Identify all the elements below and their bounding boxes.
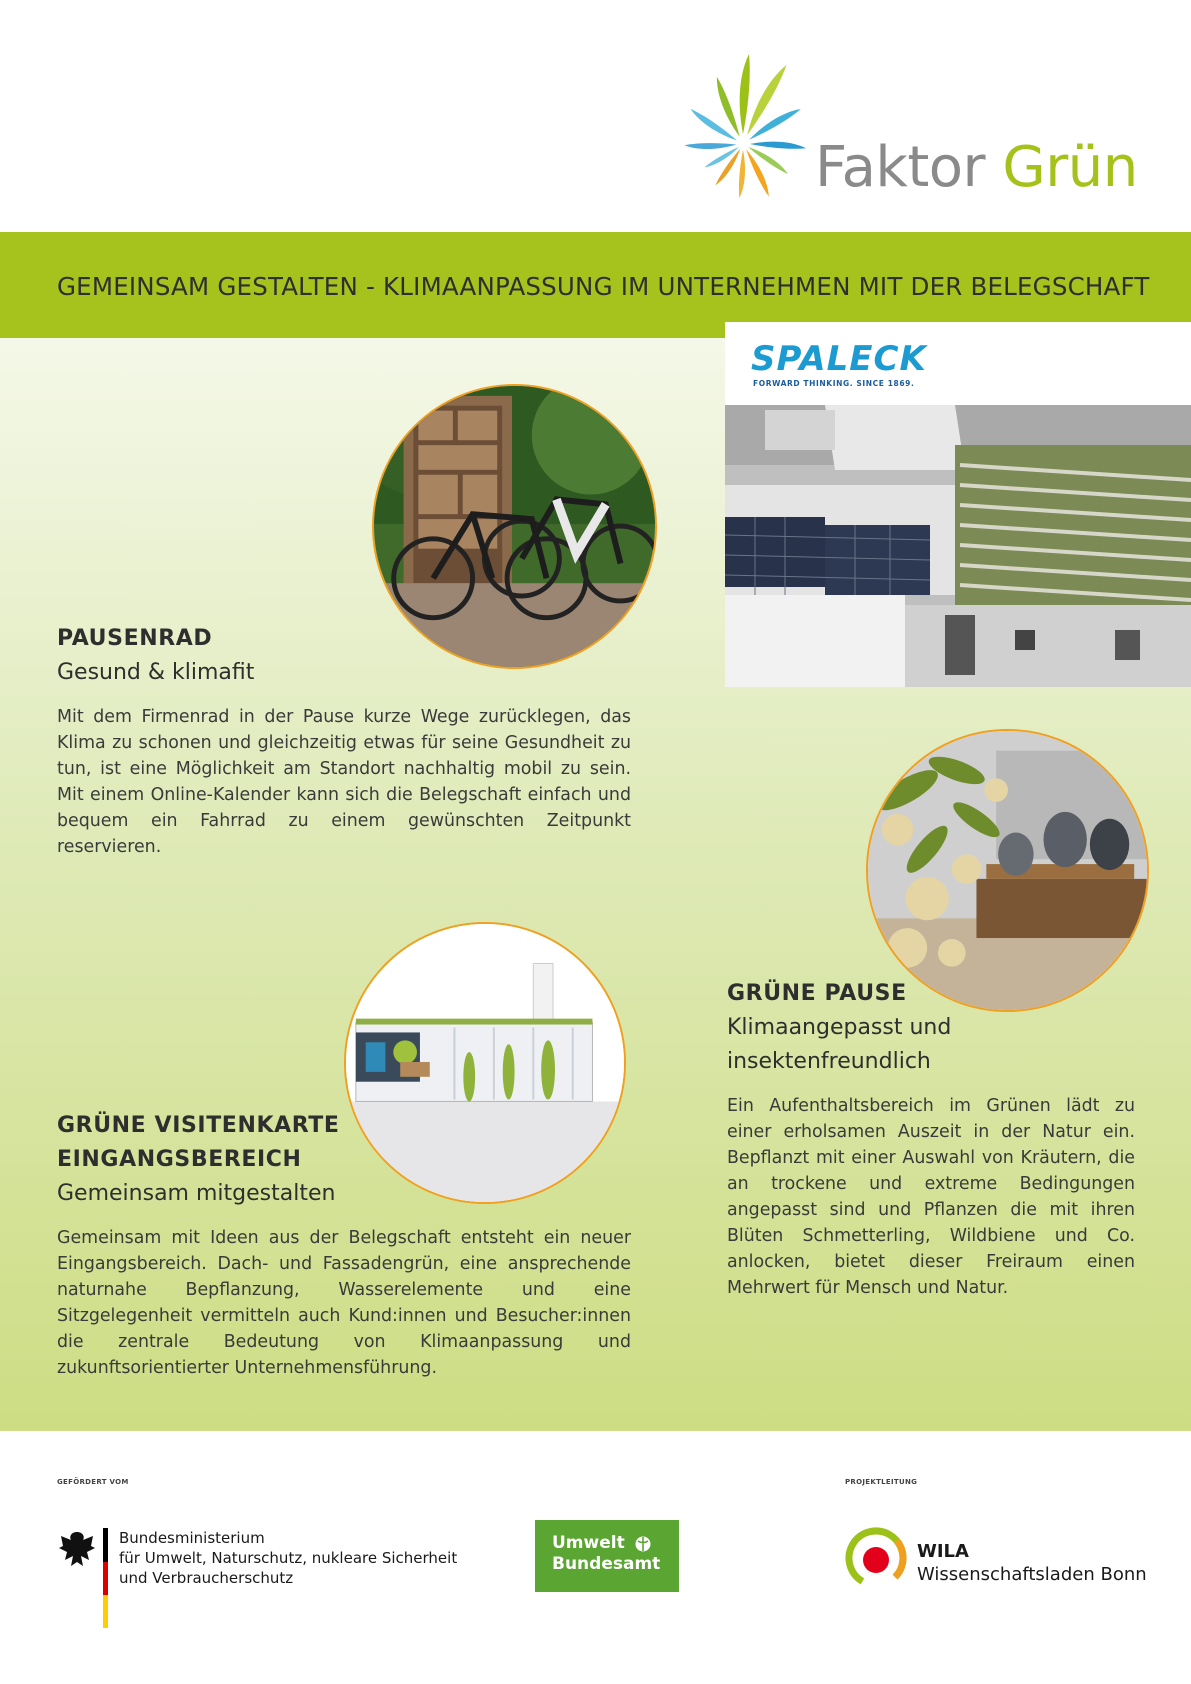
- uba-line: Bundesamt: [552, 1554, 661, 1574]
- wila-logo: [845, 1527, 1145, 1597]
- federal-eagle-icon: [57, 1528, 97, 1570]
- project-lead-label: PROJEKTLEITUNG: [845, 1478, 918, 1486]
- faktor-gruen-burst-logo: [675, 52, 810, 212]
- wila-name: WILA: [917, 1541, 969, 1562]
- spaleck-logo: [751, 339, 927, 388]
- section-gruene-pause: [727, 977, 1135, 1301]
- ministry-name: [119, 1528, 457, 1588]
- logo-wordmark: [815, 135, 1138, 200]
- logo-word-gruen: Grün: [1002, 135, 1138, 200]
- section-heading: PAUSENRAD: [57, 626, 213, 651]
- logo-word-faktor: Faktor: [815, 135, 986, 200]
- section-subheading: Gemeinsam mitgestalten: [57, 1181, 336, 1206]
- ministry-line: Bundesministerium: [119, 1529, 265, 1547]
- ministry-line: für Umwelt, Naturschutz, nukleare Sicherheit: [119, 1549, 458, 1567]
- faktor-gruen-logo: [675, 52, 1145, 212]
- section-subheading: Klimaangepasst und insektenfreundlich: [727, 1015, 952, 1074]
- funded-by-label: GEFÖRDERT VOM: [57, 1478, 129, 1486]
- partner-panel: [725, 322, 1191, 687]
- partner-tagline: FORWARD THINKING. SINCE 1869.: [753, 379, 915, 388]
- section-body: Gemeinsam mit Ideen aus der Belegschaft entsteht ein neuer Eingangsbereich. Dach- und Fassadengrün, eine ansprechende naturnahe Bepflanzung, Wasserelemente und eine Sitzgelegenheit vermitteln auch Kund:innen und Besucher:innen die zentrale Bedeutung von Klimaanpassung und zukunftsorientierter Unternehmensführung.: [57, 1228, 631, 1378]
- photo-outdoor-break-area: [866, 729, 1149, 1012]
- umweltbundesamt-logo: [535, 1520, 679, 1592]
- wila-subtitle: Wissenschaftsladen Bonn: [917, 1564, 1147, 1585]
- wila-ring-logo: [845, 1527, 907, 1589]
- page-title: GEMEINSAM GESTALTEN - KLIMAANPASSUNG IM UNTERNEHMEN MIT DER BELEGSCHAFT: [57, 272, 1150, 301]
- section-body: Ein Aufenthaltsbereich im Grünen lädt zu einer erholsamen Auszeit in der Natur ein. Bepflanzt mit einer Auswahl von Kräutern, die an trockene und extreme Bedingungen angepasst sind und Pflanzen die mit ihren Blüten Schmetterling, Wildbiene und Co. anlocken, bietet dieser Freiraum einen Mehrwert für Mensch und Natur.: [727, 1096, 1135, 1298]
- section-heading: GRÜNE VISITENKARTE EINGANGSBEREICH: [57, 1113, 340, 1172]
- ministry-logo: [57, 1528, 458, 1628]
- ministry-line: und Verbraucherschutz: [119, 1569, 294, 1587]
- section-subheading: Gesund & klimafit: [57, 660, 255, 685]
- uba-globe-icon: [635, 1536, 651, 1552]
- section-pausenrad: [57, 622, 631, 860]
- partner-name: SPALECK: [751, 339, 927, 379]
- section-body: Mit dem Firmenrad in der Pause kurze Wege zurücklegen, das Klima zu schonen und gleichzeitig etwas für seine Gesundheit zu tun, ist eine Möglichkeit am Standort nachhaltig mobil zu sein. Mit einem Online-Kalender kann sich die Belegschaft einfach und bequem ein Fahrrad zu einem gewünschten Zeitpunkt reservieren.: [57, 707, 631, 857]
- uba-line: Umwelt: [552, 1533, 625, 1553]
- aerial-photo-green-roof: [725, 405, 1191, 687]
- section-visitenkarte: [57, 1109, 631, 1381]
- section-heading: GRÜNE PAUSE: [727, 981, 907, 1006]
- german-flag-stripe: [103, 1528, 108, 1628]
